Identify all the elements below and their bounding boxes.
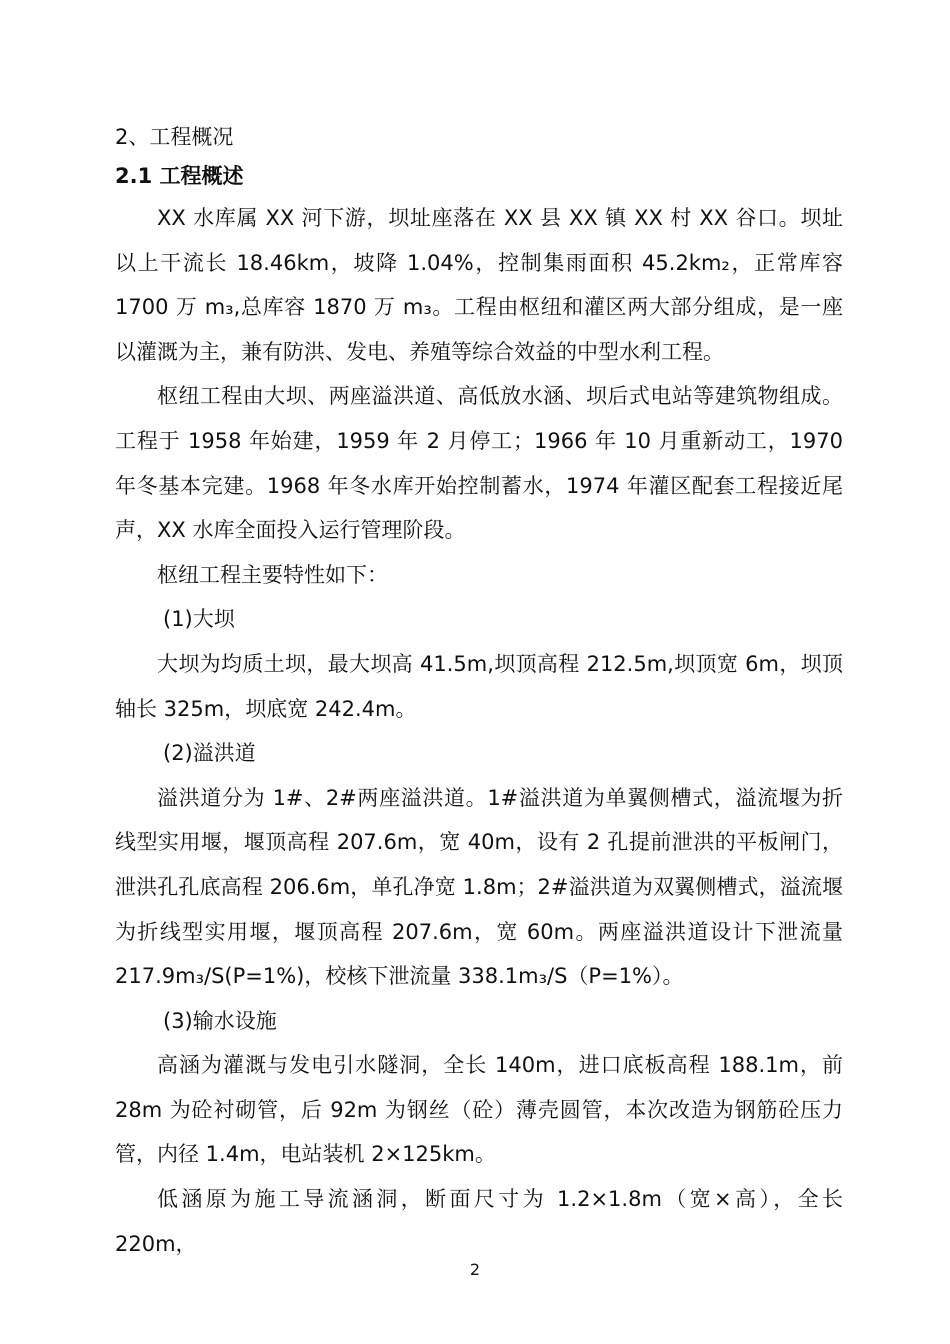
paragraph: 溢洪道分为 1#、2#两座溢洪道。1#溢洪道为单翼侧槽式，溢流堰为折线型实用堰，堰顶高程 207.6m，宽 40m，设有 2 孔提前泄洪的平板闸门，泄洪孔孔底高程 206.6m，单孔净宽 1.8m；2#溢洪道为双翼侧槽式，溢流堰为折线型实用堰，堰顶高程 207.6m，宽 60m。两座溢洪道设计下泄流量 217.9m₃/S(P=1%)，校核下泄流量 338.1m₃/S（P=1%）。 <box>115 785 843 989</box>
item-heading: (2)溢洪道 <box>163 741 256 766</box>
subsection-title: 2.1 工程概述 <box>115 164 244 188</box>
page-number: 2 <box>469 1260 481 1279</box>
paragraph: 枢纽工程主要特性如下： <box>157 562 388 587</box>
paragraph: XX 水库属 XX 河下游，坝址座落在 XX 县 XX 镇 XX 村 XX 谷口。坝址以上干流长 18.46km，坡降 1.04%，控制集雨面积 45.2km₂，正常库容 1700 万 m₃,总库容 1870 万 m₃。工程由枢纽和灌区两大部分组成，是一座以灌溉为主，兼有防洪、发电、养殖等综合效益的中型水利工程。 <box>115 206 843 364</box>
paragraph: 枢纽工程由大坝、两座溢洪道、高低放水涵、坝后式电站等建筑物组成。工程于 1958 年始建，1959 年 2 月停工；1966 年 10 月重新动工，1970 年冬基本完建。1968 年冬水库开始控制蓄水，1974 年灌区配套工程接近尾声，XX 水库全面投入运行管理阶段。 <box>115 384 843 543</box>
body-text <box>115 196 843 1266</box>
item-heading: (3)输水设施 <box>163 1008 277 1033</box>
item-heading: (1)大坝 <box>163 607 235 632</box>
paragraph: 低涵原为施工导流涵洞，断面尺寸为 1.2×1.8m（宽×高），全长 220m， <box>115 1187 843 1256</box>
paragraph: 大坝为均质土坝，最大坝高 41.5m,坝顶高程 212.5m,坝顶宽 6m，坝顶轴长 325m，坝底宽 242.4m。 <box>115 651 843 721</box>
section-title: 2、工程概况 <box>115 125 234 149</box>
paragraph: 高涵为灌溉与发电引水隧洞，全长 140m，进口底板高程 188.1m，前 28m 为砼衬砌管，后 92m 为钢丝（砼）薄壳圆管，本次改造为钢筋砼压力管，内径 1.4m，电站装机 2×125km。 <box>115 1053 843 1167</box>
